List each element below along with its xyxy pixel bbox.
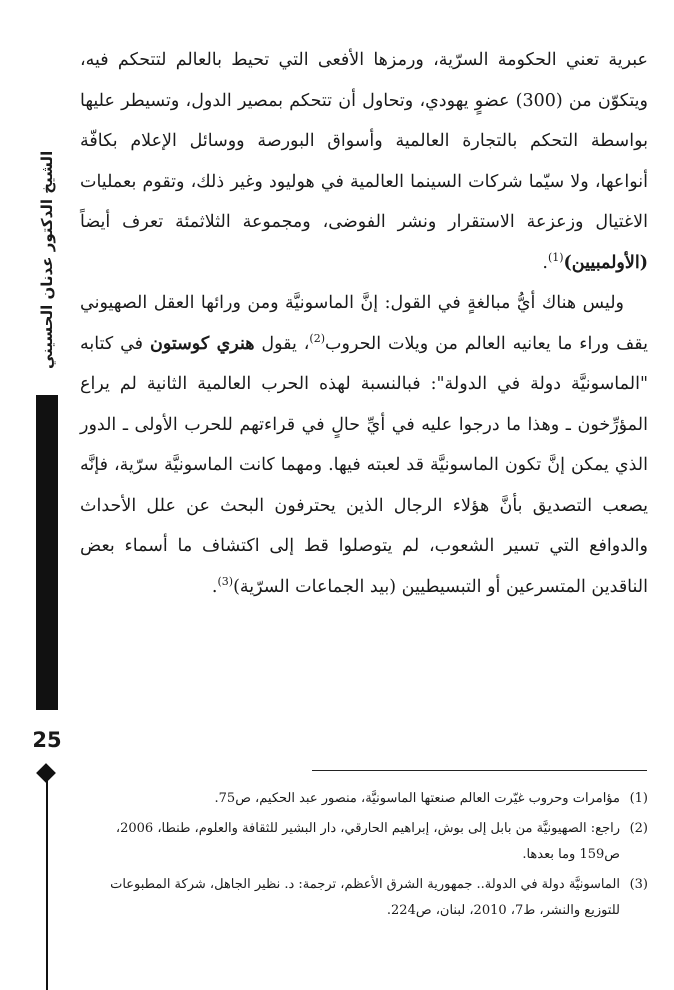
paragraph-2-end: . — [211, 576, 218, 597]
paragraph-1-text: عبرية تعني الحكومة السرّية، ورمزها الأفعى التي تحيط بالعالم لتتحكم فيه، ويتكوّن من (300) عضوٍ يهودي، وتحاول أن تتحكم بمصير الدول، وتسيطر عليها بواسطة التحكم بالتجارة العالمية وأسواق البورصة ووسائل الإعلام بكافّة أنواعها، ولا سيّما شركات السينما العالمية في هوليود وغير ذلك، وتقوم بعمليات الاغتيال وزعزعة الاستقرار ونشر الفوضى، ومجموعة الثلاثمئة تعرف أيضاً — [80, 50, 648, 232]
paragraph-2-rest: في كتابه "الماسونيَّة دولة في الدولة": فبالنسبة لهذه الحرب العالمية الثانية لم يراع المؤرِّخون ـ وهذا ما درجوا عليه في أيِّ حالٍ في قراءتهم للحرب الأولى ـ الدور الذي يمكن إنَّ تكون الماسونيَّة قد لعبته فيها. ومهما كانت الماسونيَّة سرّية، فإنَّه يصعب التصديق بأنَّ هؤلاء الرجال الذين يحترفون البحث عن علل الأحداث والدوافع التي تسير الشعوب، لم يتوصلوا قط إلى اكتشاف ما أسماء بعض الناقدين المتسرعين أو التبسيطيين (بيد الجماعات السرّية) — [80, 333, 648, 597]
paragraph-1-end: . — [542, 252, 548, 273]
footnote-ref-3: (3) — [217, 574, 234, 588]
footnotes — [80, 786, 648, 928]
olympians-term: (الأولمبيين) — [563, 252, 648, 273]
running-header-author: الشيخ الدكتور عدنان الحسيني — [38, 150, 56, 370]
footnote-2 — [80, 816, 648, 868]
footnote-3 — [80, 872, 648, 924]
footnote-ref-1: (1) — [547, 250, 564, 264]
sidebar-vertical-line — [46, 778, 48, 990]
page-sidebar — [30, 0, 64, 990]
author-name-henry-coston: هنري كوستون — [149, 333, 255, 354]
sidebar-black-bar — [36, 395, 58, 710]
footnote-3-number: (3) — [629, 877, 648, 892]
paragraph-2 — [80, 283, 648, 607]
footnote-1-text: مؤامرات وحروب غيّرت العالم صنعتها الماسونيَّة، منصور عبد الحكيم، ص75. — [214, 791, 620, 806]
footnote-separator — [312, 770, 647, 771]
footnote-2-text: راجع: الصهيونيَّة من بابل إلى بوش، إبراهيم الحارقي، دار البشير للثقافة والعلوم، طنطا، 2006، ص159 وما بعدها. — [115, 821, 620, 862]
footnote-1 — [80, 786, 648, 812]
footnote-1-number: (1) — [629, 791, 648, 806]
paragraph-1 — [80, 40, 648, 283]
footnote-3-text: الماسونيَّة دولة في الدولة.. جمهورية الشرق الأعظم، ترجمة: د. نظير الجاهل، شركة المطبوعات للتوزيع والنشر، ط7، 2010، لبنان، ص224. — [110, 877, 620, 918]
footnote-2-number: (2) — [629, 821, 648, 836]
paragraph-2-mid: ، يقول — [254, 333, 310, 354]
footnote-ref-2: (2) — [309, 331, 326, 345]
paragraph-2-start: وليس هناك أيُّ مبالغةٍ في القول: إنَّ الماسونيَّة ومن ورائها العقل الصهيوني يقف وراء ما يعانيه العالم من ويلات الحروب — [80, 293, 649, 354]
main-text — [80, 40, 648, 607]
page-number: 25 — [32, 728, 62, 752]
